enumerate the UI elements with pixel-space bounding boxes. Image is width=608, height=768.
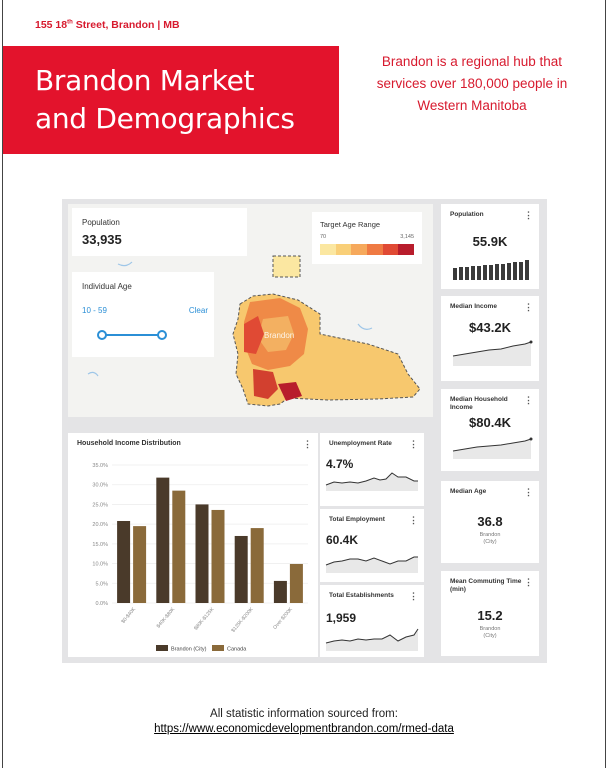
x-tick-label: $80K-$125K [193,606,216,632]
median-income-menu-icon[interactable]: ⋮ [524,302,533,312]
y-tick-label: 30.0% [92,482,108,489]
establishments-sparkline [320,585,424,657]
color-scale [320,244,414,255]
chart-menu-icon[interactable]: ⋮ [303,439,312,449]
establishments-title: Total Establishments [329,592,394,599]
dashboard [62,199,547,663]
bar-brandon [235,536,248,603]
median-household-income-value: $80.4K [469,415,511,430]
median-income-sparkline [441,296,539,381]
legend-label: Canada [227,646,247,653]
population-value: 33,935 [82,232,122,247]
employment-title: Total Employment [329,516,385,523]
individual-age-label: Individual Age [82,282,132,291]
map-panel [68,204,433,417]
title-banner [3,46,339,154]
median-age-title: Median Age [450,488,487,495]
median-household-income-title: Median Household Income [450,396,508,411]
unemployment-menu-icon[interactable]: ⋮ [409,439,418,449]
x-tick-label: $0-$40K [120,606,138,625]
bar-brandon [196,504,209,603]
x-tick-label: $40K-$80K [155,606,177,630]
median-household-income-sparkline [441,389,539,471]
y-tick-label: 25.0% [92,502,108,509]
employment-value: 60.4K [326,533,359,547]
population-bar-sparkline [441,204,539,289]
population-metric-value: 55.9K [472,234,508,249]
commuting-time-value: 15.2 [477,608,503,623]
y-tick-label: 5.0% [95,581,108,588]
target-age-legend [312,212,422,264]
median-household-income-menu-icon[interactable]: ⋮ [524,395,533,405]
unemployment-title: Unemployment Rate [329,440,392,447]
map-city-label: Brandon [264,331,295,340]
median-age-card [441,481,539,563]
legend-swatch [156,645,168,651]
median-household-income-card [441,389,539,471]
legend-swatch [212,645,224,651]
bar-brandon [274,581,287,603]
individual-age-range: 10 - 59 [82,306,107,315]
y-tick-label: 15.0% [92,541,108,548]
commuting-time-card [441,571,539,656]
unemployment-value: 4.7% [326,457,354,471]
x-tick-label: $125K-$200K [230,606,255,634]
target-age-max: 3,145 [400,234,414,240]
median-age-menu-icon[interactable]: ⋮ [524,487,533,497]
age-slider-track[interactable] [102,334,162,336]
employment-card [320,509,424,582]
median-income-title: Median Income [450,303,497,310]
age-slider-handle-min[interactable] [97,330,107,340]
bar-canada [172,491,185,603]
source-link[interactable]: https://www.economicdevelopmentbrandon.com/rmed-data [154,723,454,735]
clear-button[interactable]: Clear [188,306,208,315]
median-income-card [441,296,539,381]
chart-title: Household Income Distribution [77,440,181,447]
unemployment-card [320,433,424,506]
establishments-card [320,585,424,657]
population-label: Population [82,218,120,227]
bar-canada [290,564,303,603]
source-label: All statistic information sourced from: [210,708,398,720]
x-tick-label: Over $200K [272,606,294,631]
target-age-label: Target Age Range [320,220,381,229]
age-slider-handle-max[interactable] [157,330,167,340]
bar-canada [251,528,264,603]
population-metric-card [441,204,539,289]
bar-canada [133,526,146,603]
commuting-time-sub: Brandon (City) [479,626,501,639]
median-age-sub: Brandon (City) [479,532,501,545]
bar-brandon [117,521,130,603]
legend-label: Brandon (City) [171,646,207,653]
establishments-menu-icon[interactable]: ⋮ [409,591,418,601]
y-tick-label: 10.0% [92,561,108,568]
bar-canada [212,510,225,603]
y-tick-label: 35.0% [92,463,108,469]
population-metric-title: Population [450,211,484,218]
commuting-time-title: Mean Commuting Time (min) [450,578,522,593]
population-menu-icon[interactable]: ⋮ [524,210,533,220]
unemployment-sparkline [320,433,424,506]
y-tick-label: 0.0% [95,601,108,607]
bar-brandon [156,478,169,603]
establishments-value: 1,959 [326,611,357,625]
employment-menu-icon[interactable]: ⋮ [409,515,418,525]
employment-sparkline [320,509,424,582]
y-tick-label: 20.0% [92,522,108,529]
target-age-min: 70 [320,234,327,240]
map-region-north[interactable] [273,256,300,277]
tagline: Brandon is a regional hub that services over 180,000 people in Western Manitoba [376,54,568,113]
address: 155 18th Street, Brandon | MB [35,19,180,31]
individual-age-box [72,272,214,357]
income-chart-card [68,433,318,657]
median-age-value: 36.8 [477,514,503,529]
commuting-time-menu-icon[interactable]: ⋮ [524,577,533,587]
median-income-value: $43.2K [469,320,511,335]
income-chart [68,433,318,657]
page-title: Brandon Market and Demographics [35,64,295,135]
population-box [72,208,247,256]
